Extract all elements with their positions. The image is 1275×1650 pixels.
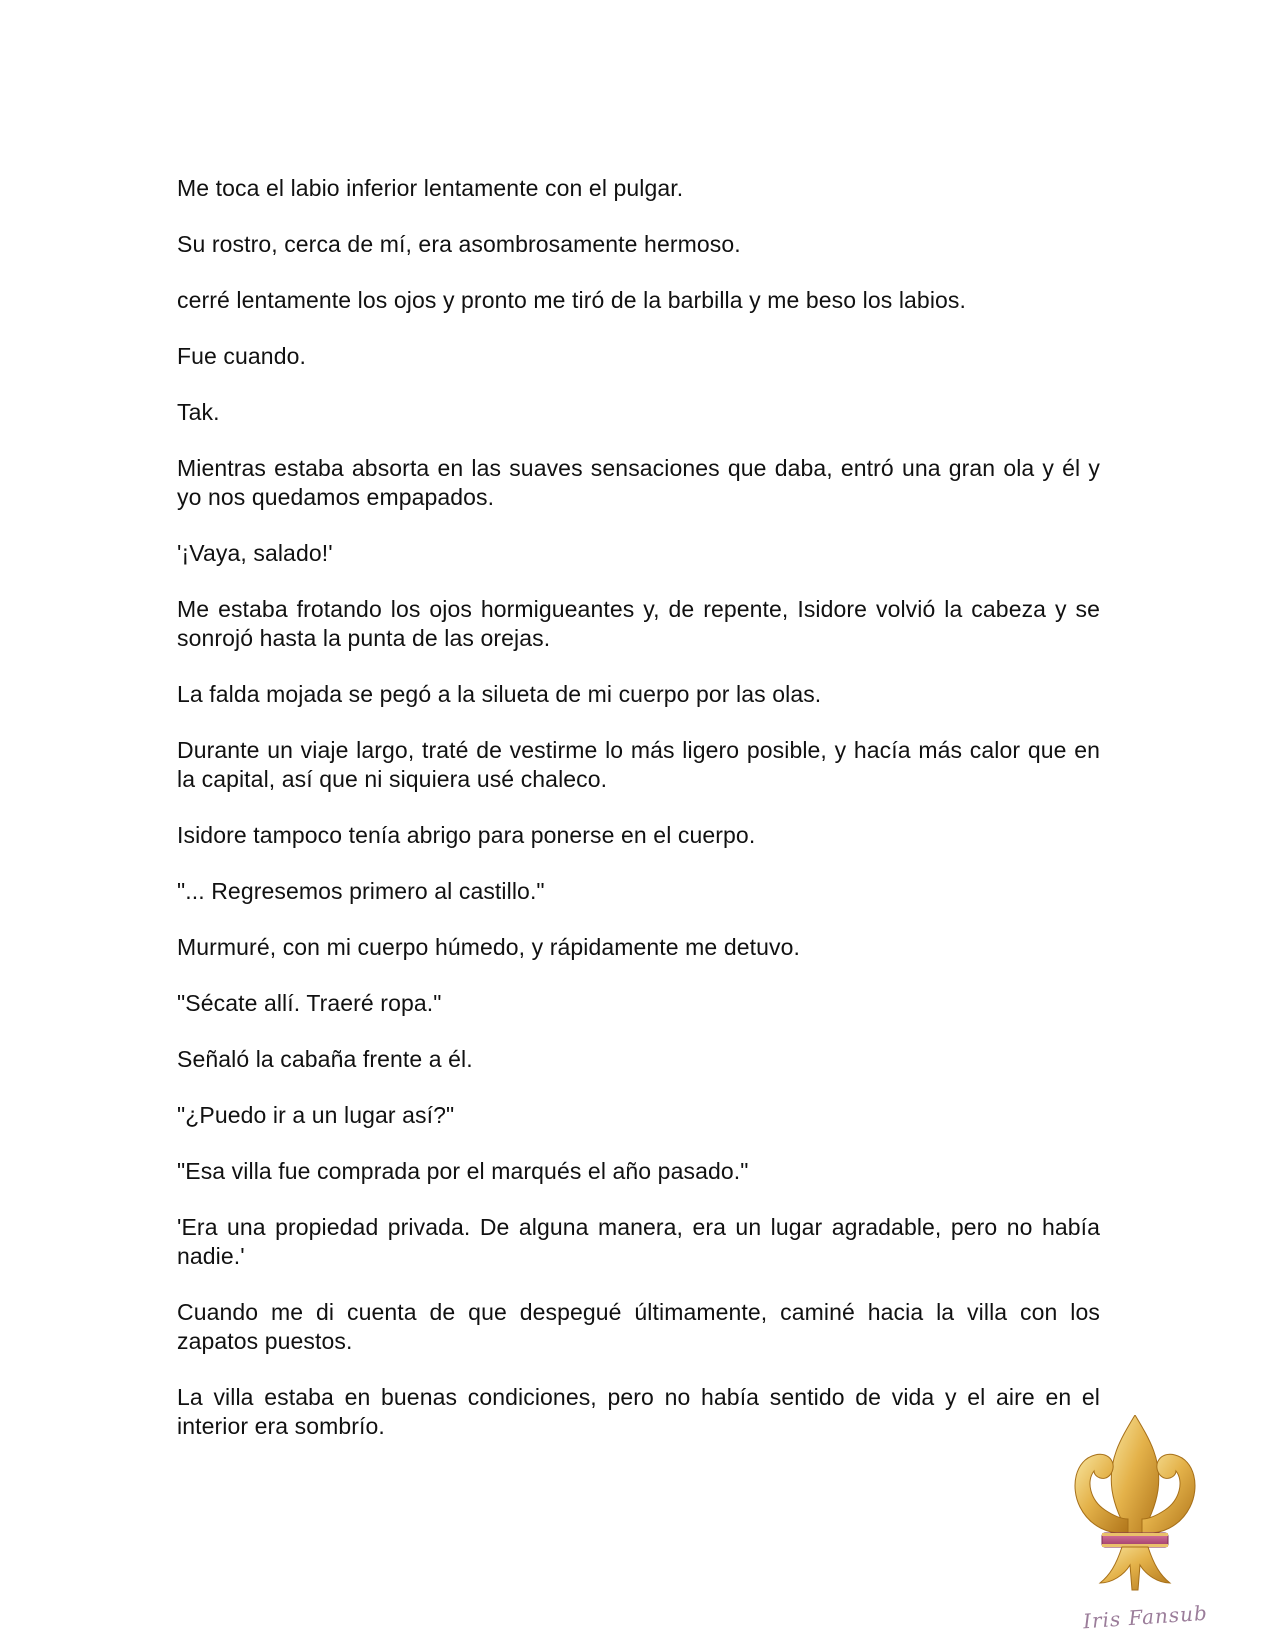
paragraph: "... Regresemos primero al castillo."	[177, 878, 545, 904]
watermark-signature: Iris Fansub	[1082, 1600, 1209, 1634]
paragraph: Isidore tampoco tenía abrigo para ponerse en el cuerpo.	[177, 822, 756, 848]
paragraph: Tak.	[177, 399, 220, 425]
paragraph: Durante un viaje largo, traté de vestirme lo más ligero posible, y hacía más calor que en la capital, así que ni siquiera usé chaleco.	[177, 737, 1100, 792]
paragraph: '¡Vaya, salado!'	[177, 540, 333, 566]
paragraph: Su rostro, cerca de mí, era asombrosamente hermoso.	[177, 231, 741, 257]
paragraph: 'Era una propiedad privada. De alguna manera, era un lugar agradable, pero no había nadie.'	[177, 1214, 1100, 1269]
paragraph: "¿Puedo ir a un lugar así?"	[177, 1102, 455, 1128]
paragraph: Cuando me di cuenta de que despegué últimamente, caminé hacia la villa con los zapatos puestos.	[177, 1299, 1100, 1354]
paragraph: "Esa villa fue comprada por el marqués el año pasado."	[177, 1158, 749, 1184]
paragraph: Me toca el labio inferior lentamente con el pulgar.	[177, 175, 684, 201]
paragraph: Me estaba frotando los ojos hormigueantes y, de repente, Isidore volvió la cabeza y se sonrojó hasta la punta de las orejas.	[177, 596, 1100, 651]
paragraph: La villa estaba en buenas condiciones, pero no había sentido de vida y el aire en el interior era sombrío.	[177, 1384, 1100, 1439]
paragraph: Murmuré, con mi cuerpo húmedo, y rápidamente me detuvo.	[177, 934, 800, 960]
paragraph: Señaló la cabaña frente a él.	[177, 1046, 473, 1072]
paragraph: Mientras estaba absorta en las suaves sensaciones que daba, entró una gran ola y él y yo nos quedamos empapados.	[177, 455, 1100, 510]
paragraph: "Sécate allí. Traeré ropa."	[177, 990, 442, 1016]
document-body	[177, 174, 1100, 1468]
paragraph: cerré lentamente los ojos y pronto me tiró de la barbilla y me beso los labios.	[177, 287, 967, 313]
paragraph: La falda mojada se pegó a la silueta de mi cuerpo por las olas.	[177, 681, 822, 707]
paragraph: Fue cuando.	[177, 343, 306, 369]
